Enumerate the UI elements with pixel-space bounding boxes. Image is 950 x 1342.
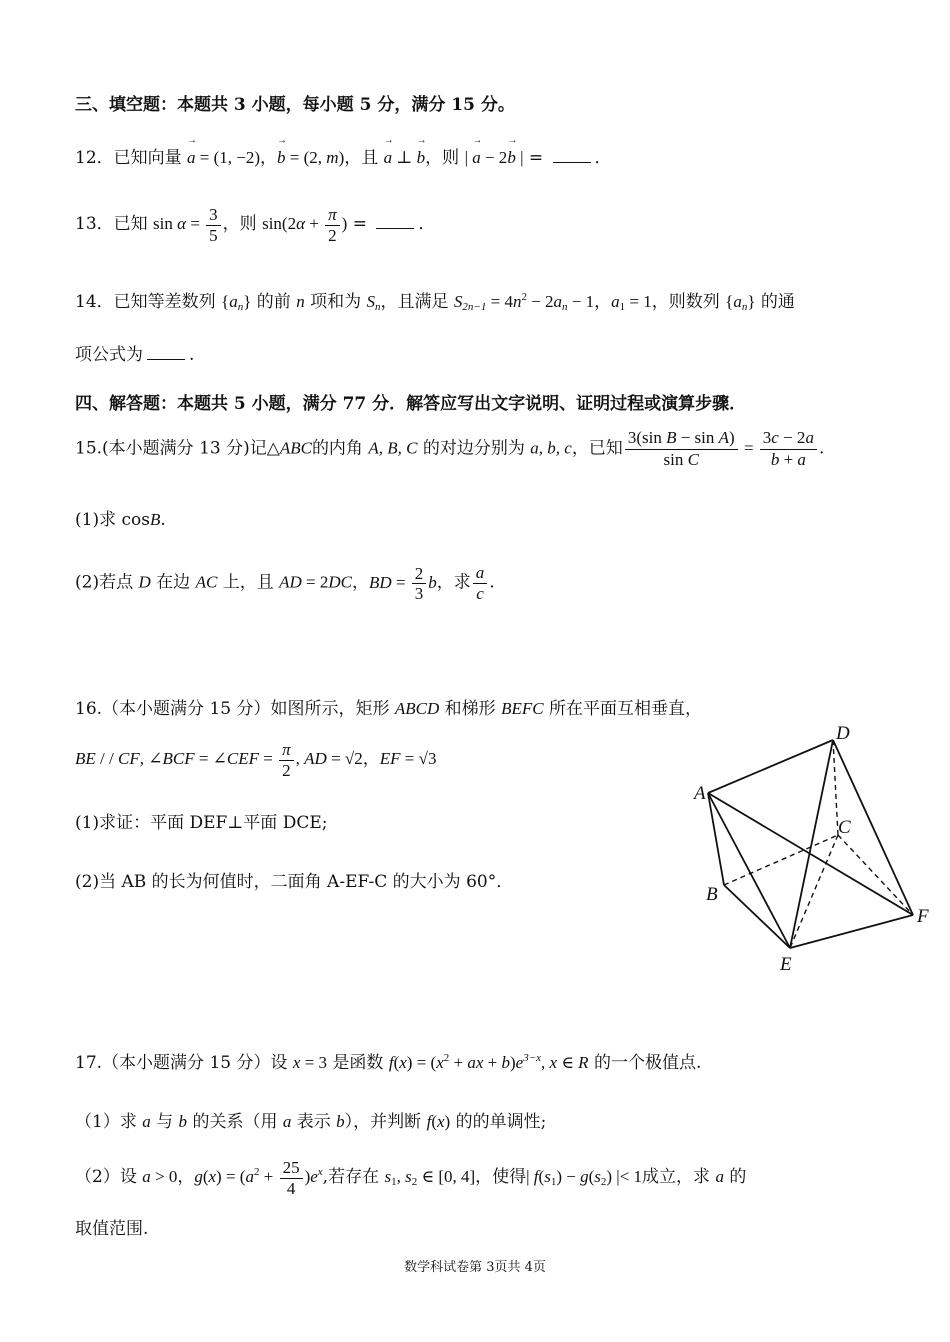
label-d: D <box>836 723 850 744</box>
answer-blank <box>147 345 185 360</box>
q15-lhs-fraction: $\frac{\text{3(sin B − sin A)}}{\text{sin C}}$ <box>625 428 738 470</box>
q13-sin-alpha: sin α = $\frac{3}{5}$ <box>153 214 223 233</box>
question-15-part2 <box>75 563 495 604</box>
q15-equals: = <box>739 438 758 458</box>
q14-text: ，且满足 <box>380 292 454 312</box>
hidden-edges <box>724 740 913 948</box>
question-17 <box>75 1048 701 1073</box>
q15-AC: AC <box>195 572 218 592</box>
q16-text: 所在平面互相垂直， <box>543 699 702 719</box>
page-footer: 数学科试卷第 3页共 4页 <box>404 1260 546 1275</box>
q15-D: D <box>138 572 151 592</box>
q17-b: b <box>336 1112 345 1131</box>
q16-comma: , <box>295 748 305 768</box>
q15-part2-text: ，求 <box>436 572 471 593</box>
q15-part1-text: (1)求 cos <box>75 510 150 530</box>
q17-g: $g(x) = (a^2$ + $\frac{25}{4}$ )$e^x$ <box>194 1158 323 1198</box>
label-c: C <box>838 817 851 838</box>
section-4-heading: 四、解答题：本题共 5 小题，满分 77 分．解答应写出文字说明、证明过程或演算步骤． <box>75 394 747 414</box>
q17-part2-text: 成立，求 <box>642 1166 716 1187</box>
question-17-part1 <box>75 1107 546 1132</box>
q17-part2-text: ，使得 <box>475 1166 527 1187</box>
q14-text: ， <box>594 292 612 312</box>
q17-part2-text: （2）设 <box>75 1166 143 1187</box>
q15-angles: A, B, C <box>368 438 418 458</box>
q13-end: ． <box>418 213 436 234</box>
q17-part1-text: （1）求 <box>75 1112 143 1132</box>
question-14-line2 <box>75 340 194 365</box>
question-16-conditions <box>75 740 436 780</box>
q13-expr: sin(2α + $\frac{\pi}{2}$ ) <box>262 205 348 245</box>
q12-end: ． <box>594 148 612 168</box>
q16-condition-1: BE / / CF, ∠BCF = ∠CEF = $\frac{\pi}{2}$ <box>75 749 296 768</box>
q17-text: 是函数 <box>327 1053 389 1073</box>
q14-a1: $a_1 = 1$ <box>611 292 652 313</box>
q14-text: 的前 <box>251 292 297 312</box>
q14-text: 项和为 <box>304 292 367 312</box>
q17-part2-text: ， <box>177 1166 195 1187</box>
q14-text: 的通 <box>755 292 795 312</box>
q15-part2-text: (2)若点 <box>75 572 139 593</box>
q17-head: 17.（本小题满分 15 分）设 <box>75 1053 293 1073</box>
q14-sn: $S_n$ <box>366 292 381 313</box>
q15-head: 15.(本小题满分 13 分)记△ <box>75 438 280 459</box>
geometry-figure <box>680 715 950 985</box>
q17-part2-text: 的 <box>723 1166 747 1187</box>
q12-text: 已知向量 <box>113 148 188 168</box>
q14-seq: $\{a_n\}$ <box>221 292 252 313</box>
q15-bd-eq: BD = $\frac{2}{3}$ b <box>369 563 437 604</box>
q17-a: a <box>715 1166 724 1186</box>
question-16 <box>75 694 702 719</box>
question-14 <box>75 287 795 313</box>
q17-a: a <box>282 1112 292 1131</box>
q14-text: ，则数列 <box>651 292 726 312</box>
q17-text: 的一个极值点. <box>588 1053 702 1073</box>
q14-text: 项公式为 <box>75 345 143 365</box>
q14-text: 已知等差数列 <box>113 292 222 312</box>
q17-part1-text: 的关系（用 <box>187 1112 283 1132</box>
label-e: E <box>780 954 792 975</box>
q16-comma: ， <box>362 748 380 768</box>
q15-part2-text: ， <box>352 572 370 593</box>
q16-condition-3: EF = √3 <box>379 748 437 768</box>
q15-text: 的内角 <box>311 438 369 459</box>
q17-function: $f(x) = (x^2$ + ax + $b)e^{3-x}$, x ∈ R <box>388 1052 589 1072</box>
question-16-part2: (2)当 AB 的长为何值时，二面角 A-EF-C 的大小为 60°． <box>75 872 514 892</box>
q16-head: 16.（本小题满分 15 分）如图所示，矩形 <box>75 699 395 719</box>
label-f: F <box>917 906 929 927</box>
q14-end: . <box>189 345 195 365</box>
q15-part1-end: . <box>160 510 166 530</box>
q15-part2-text: 在边 <box>150 572 196 593</box>
q12-text: = <box>523 148 549 168</box>
q15-text: 的对边分别为 <box>417 438 531 459</box>
q15-part2-end: . <box>489 572 495 593</box>
q15-text: ，已知 <box>571 438 623 459</box>
q15-a-over-c: $\frac{a}{c}$ <box>473 563 488 603</box>
question-number: 14． <box>75 292 114 312</box>
label-b: B <box>706 884 718 905</box>
q16-abcd: ABCD <box>394 699 440 718</box>
q15-abc: ABC <box>279 438 312 458</box>
q17-b: b <box>178 1112 188 1131</box>
answer-blank <box>376 214 414 229</box>
q17-s-range: $s_1$, $s_2$ ∈ [0, 4] <box>384 1166 476 1188</box>
q12-text: ， <box>260 148 278 168</box>
q15-part2-text: 上，且 <box>217 572 280 593</box>
question-17-part2-line2: 取值范围. <box>75 1219 149 1239</box>
q17-a-positive: a > 0 <box>142 1166 178 1186</box>
q12-vector-b: → b = (2, m) <box>277 148 344 167</box>
q13-text: 已知 <box>113 213 154 234</box>
q17-part1-text: ），并判断 <box>344 1112 427 1132</box>
question-17-part2 <box>75 1158 746 1198</box>
question-number: 13． <box>75 213 114 234</box>
answer-blank <box>553 148 591 163</box>
q12-expr: | → a − 2→ b | <box>465 148 524 167</box>
q15-rhs-fraction: $\frac{3c - 2a}{b + a}$ <box>760 428 817 470</box>
section-3-heading: 三、填空题：本题共 3 小题，每小题 5 分，满分 15 分。 <box>75 95 515 115</box>
q15-ad-eq: AD = 2DC <box>279 572 353 592</box>
q15-end: . <box>818 438 825 459</box>
solid-edges <box>708 740 913 948</box>
q17-part1-text: 与 <box>150 1112 179 1132</box>
q15-B: B <box>149 510 161 529</box>
q17-part1-text: 的的单调性; <box>450 1112 547 1132</box>
question-12 <box>75 143 612 168</box>
q14-n: n <box>296 292 305 311</box>
q16-befc: BEFC <box>501 699 544 718</box>
q16-text: 和梯形 <box>439 699 502 719</box>
q15-sides: a, b, c <box>530 438 572 458</box>
q12-vector-a: → a = (1, −2) <box>187 148 260 167</box>
q17-part2-text: ,若存在 <box>322 1166 385 1187</box>
question-number: 12． <box>75 148 114 168</box>
q14-condition: $S_{2n-1} = 4n^2 - 2a_n - 1$ <box>453 291 595 313</box>
q12-text: ，且 <box>344 148 384 168</box>
q17-a: a <box>142 1112 151 1131</box>
q13-text: ，则 <box>222 213 263 234</box>
question-16-part1: (1)求证：平面 DEF⊥平面 DCE; <box>75 813 328 833</box>
question-15-part1 <box>75 505 166 530</box>
q17-inequality: | $f(s_1) - g(s_2)$ |< 1 <box>526 1166 643 1188</box>
q16-condition-2: AD = √2 <box>304 748 363 768</box>
q14-seq: $\{a_n\}$ <box>725 292 756 313</box>
q13-text: = <box>347 213 373 234</box>
question-15 <box>75 428 824 470</box>
q17-part1-text: 表示 <box>291 1112 337 1132</box>
q12-perp: → a ⊥ → b <box>384 148 426 167</box>
label-a: A <box>694 783 706 804</box>
q12-text: ，则 <box>425 148 465 168</box>
question-13 <box>75 205 435 245</box>
q17-fx: f(x) <box>426 1112 451 1131</box>
q17-x-eq-3: x = 3 <box>292 1053 328 1072</box>
